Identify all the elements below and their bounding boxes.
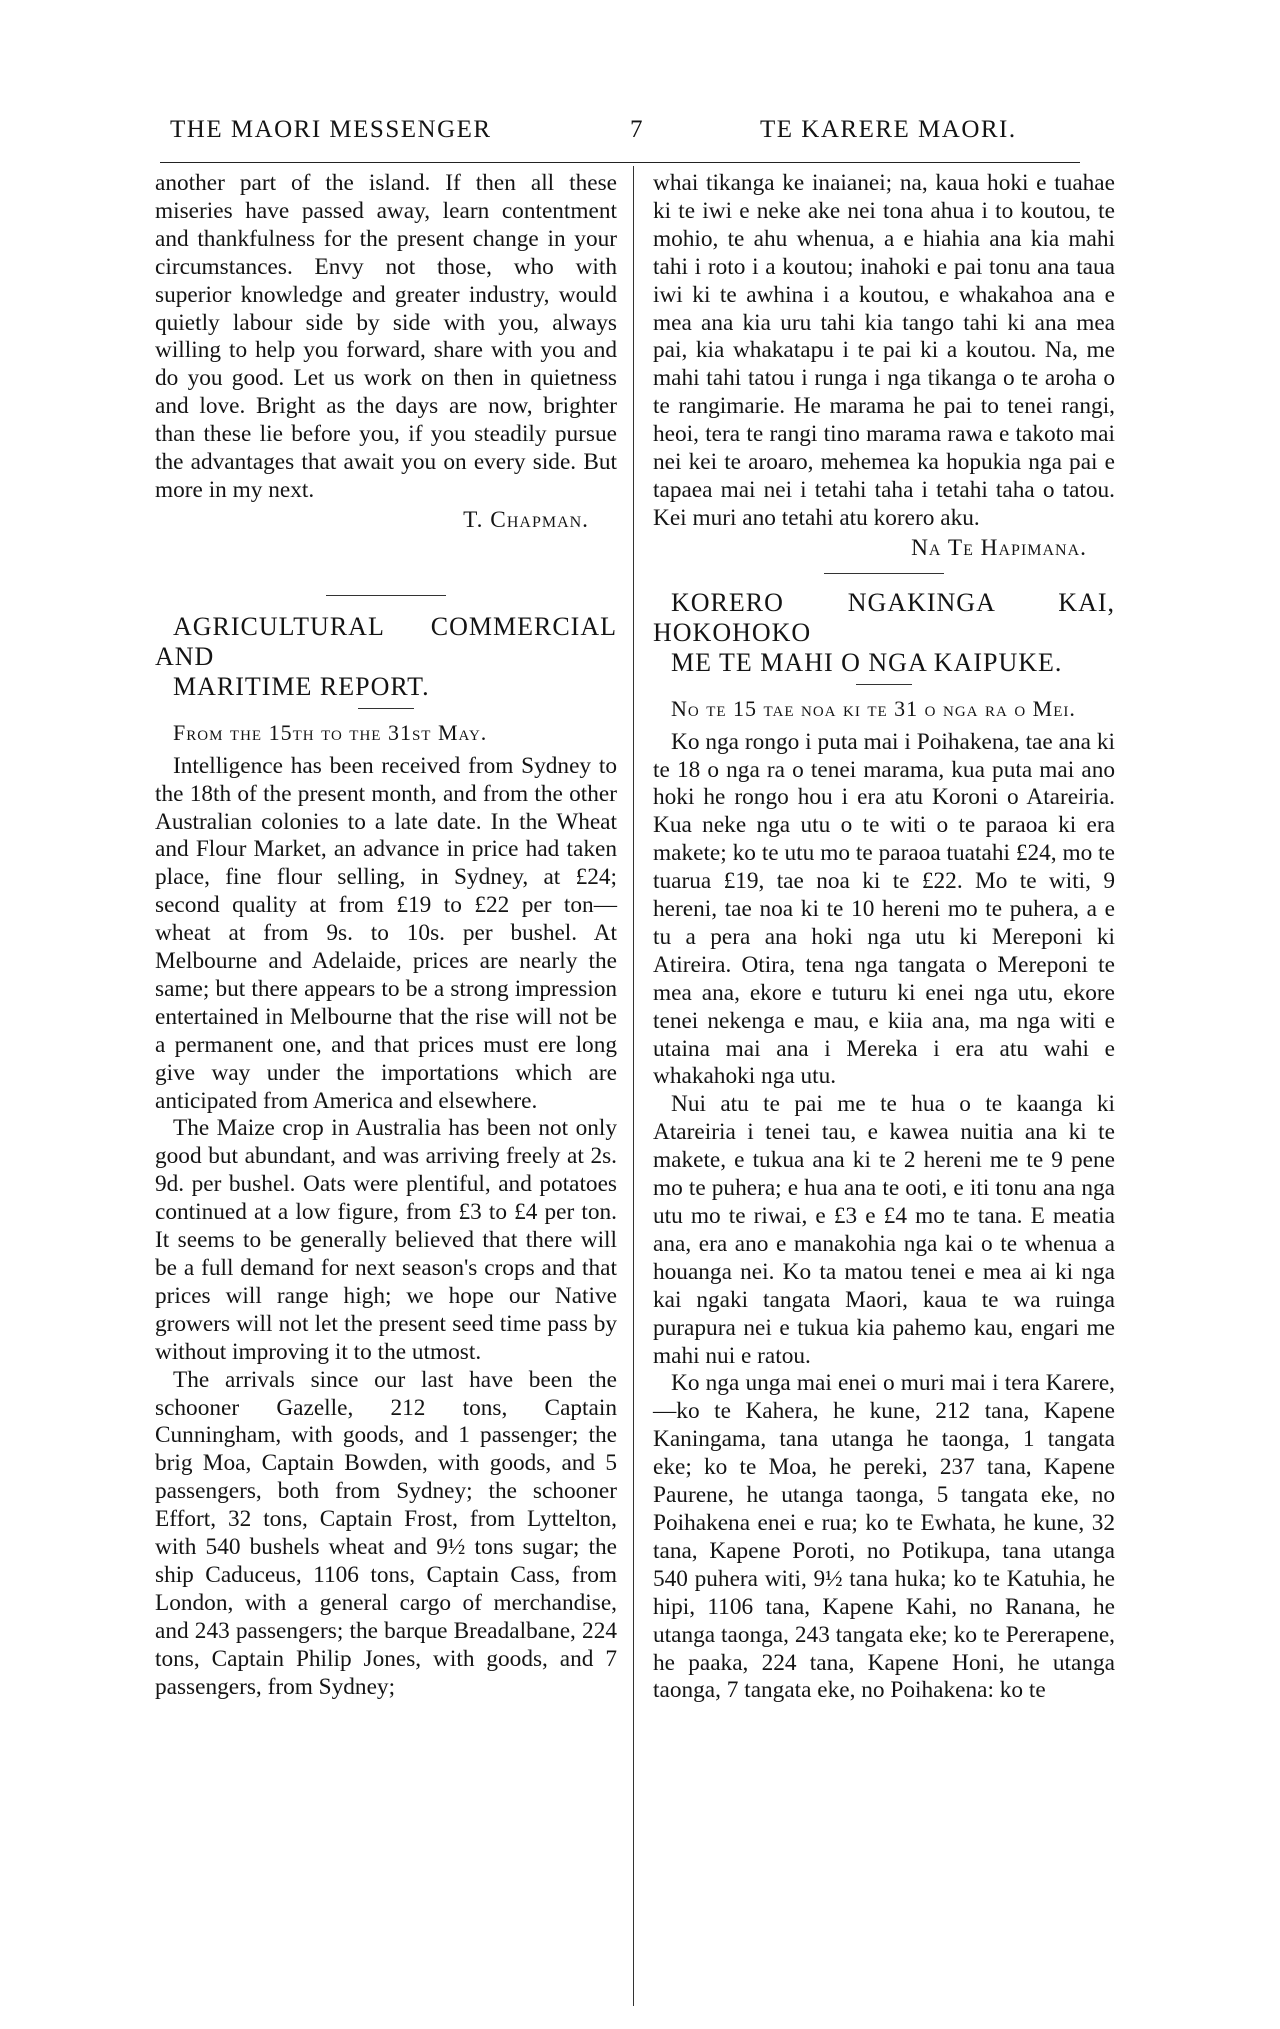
section-title-line-2: ME TE MAHI O NGA KAIPUKE. [671, 647, 1063, 677]
continued-letter-text: another part of the island. If then all these miseries have passed away, learn contentment and thankfulness for the present change in your circumstances. Envy not those, who with superior knowledge and greater industry, would quietly labour side by side with you, always willing to help you forward, share with you and do you good. Let us work on then in quietness and love. Bright as the days are now, brighter than these lie before you, if you steadily pursue the advantages that await you on every side. But more in my next. [155, 170, 617, 503]
report-paragraph: The Maize crop in Australia has been not only good but abundant, and was arriving freely at 2s. 9d. per bushel. Oats were plentiful, and potatoes continued at a low figure, from £3 to £4 per ton. It seems to be generally believed that there will be a full demand for next season's crops and that prices will range high; we hope our Native growers will not let the present seed time pass by without improving it to the utmost. [155, 1115, 617, 1365]
letter-signature: Na Te Hapimana. [911, 534, 1087, 561]
report-date-line: No te 15 tae noa ki te 31 o nga ra o Mei. [671, 695, 1076, 721]
section-divider [326, 595, 446, 596]
section-title-line-2: MARITIME REPORT. [173, 671, 430, 701]
page-number: 7 [630, 116, 644, 143]
report-paragraph: Ko nga unga mai enei o muri mai i tera Karere,—ko te Kahera, he kune, 212 tana, Kapene Kaningama, tana utanga he taonga, 1 tangata eke; ko te Moa, he pereki, 237 tana, Kapene Paurene, he utanga taonga, 5 tangata eke, no Poihakena enei e rua; ko te Ewhata, he kune, 32 tana, Kapene Poroti, no Potikupa, tana utanga 540 puhera witi, 9½ tana huka; ko te Katuhia, he hipi, 1106 tana, Kapene Kahi, no Ranana, he utanga taonga, 243 tangata eke; ko te Pererapene, he paaka, 224 tana, Kapene Honi, he utanga taonga, 7 tangata eke, no Poihakena: ko te [653, 1370, 1115, 1704]
header-rule [160, 162, 1080, 163]
letter-signature: T. Chapman. [463, 506, 589, 533]
report-paragraph: The arrivals since our last have been the schooner Gazelle, 212 tons, Captain Cunningham, with goods, and 1 passenger; the brig Moa, Captain Bowden, with goods, and 5 passengers, both from Sydney; the schooner Effort, 32 tons, Captain Frost, from Lyttelton, with 540 bushels wheat and 9½ tons sugar; the ship Caduceus, 1106 tons, Captain Cass, from London, with a general cargo of merchandise, and 243 passengers; the barque Breadalbane, 224 tons, Captain Philip Jones, with goods, and 7 passengers, from Sydney; [155, 1366, 617, 1700]
header-title-maori: TE KARERE MAORI. [760, 116, 1017, 143]
column-divider [633, 166, 634, 2006]
title-divider [856, 684, 912, 685]
report-date-line: From the 15th to the 31st May. [173, 719, 488, 745]
report-paragraph: Ko nga rongo i puta mai i Poihakena, tae ana ki te 18 o nga ra o tenei marama, kua puta mai ano hoki he rongo hou i era atu Koroni o Atareiria. Kua neke nga utu o te witi o te paraoa ki era makete; ko te utu mo te paraoa tuatahi £24, mo te tuarua £19, tae noa ki te £22. Mo te witi, 9 hereni, tae noa ki te 10 hereni mo te puhera, a e tu a pera ana hoki nga utu ki Mereponi ki Atireira. Otira, tena nga tangata o Mereponi te mea ana, ekore e tuturu ki enei nga utu, ekore tenei nekenga e mau, e kiia ana, ma nga witi e utaina mai ana i Mereka i era atu wahi e whakahoki nga utu. [653, 728, 1115, 1090]
report-paragraph: Nui atu te pai me te hua o te kaanga ki Atareiria i tenei tau, e kawea nuitia ana ki te makete, e tukua ana ki te 2 hereni me te 9 pene mo te puhera; e hua ana te ooti, e iti tonu ana nga utu mo te riwai, e £3 e £4 mo te tana. E meatia ana, era ano e manakohia nga kai o te whenua a houanga nei. Ko ta matou tenei e mea ai ki nga kai ngaki tangata Maori, kaua te wa ruinga purapura nei e tukua kia pahemo kau, engari me mahi nui e ratou. [653, 1091, 1115, 1369]
continued-letter-text: whai tikanga ke inaianei; na, kaua hoki e tuahae ki te iwi e neke ake nei tona ahua i to koutou, te mohio, te ahu whenua, a e hiahia ana kia mahi tahi i roto i a koutou; inahoki e pai tonu ana taua iwi ki te awhina i a koutou, e whakahoa ana e mea ana kia uru tahi kia tango tahi ki ana mea pai, kia whakatapu i te pai ki a koutou. Na, me mahi tahi tatou i runga i nga tikanga o te aroha o te rangimarie. He marama he pai to tenei rangi, heoi, tera te rangi tino marama rawa e takoto mai nei kei te aroaro, mehemea ka hopukia nga pai e tapaea mai nei i tetahi taha i tetahi taha o tatou. Kei muri ano tetahi atu korero aku. [653, 170, 1115, 531]
title-divider [358, 708, 414, 709]
section-title-line-1: KORERO NGAKINGA KAI, HOKOHOKO [653, 587, 1115, 647]
english-column [155, 170, 617, 1702]
section-divider [824, 573, 944, 574]
section-title-line-1: AGRICULTURAL COMMERCIAL AND [155, 611, 617, 671]
report-paragraph: Intelligence has been received from Sydney to the 18th of the present month, and from the other Australian colonies to a late date. In the Wheat and Flour Market, an advance in price had taken place, fine flour selling, in Sydney, at £24; second quality at from £19 to £22 per ton—wheat at from 9s. to 10s. per bushel. At Melbourne and Adelaide, prices are nearly the same; but there appears to be a strong impression entertained in Melbourne that the rise will not be a permanent one, and that prices must ere long give way under the importations which are anticipated from America and elsewhere. [155, 752, 617, 1114]
page-header [160, 116, 1040, 152]
maori-column [653, 170, 1115, 1705]
header-title-english: THE MAORI MESSENGER [170, 116, 492, 143]
